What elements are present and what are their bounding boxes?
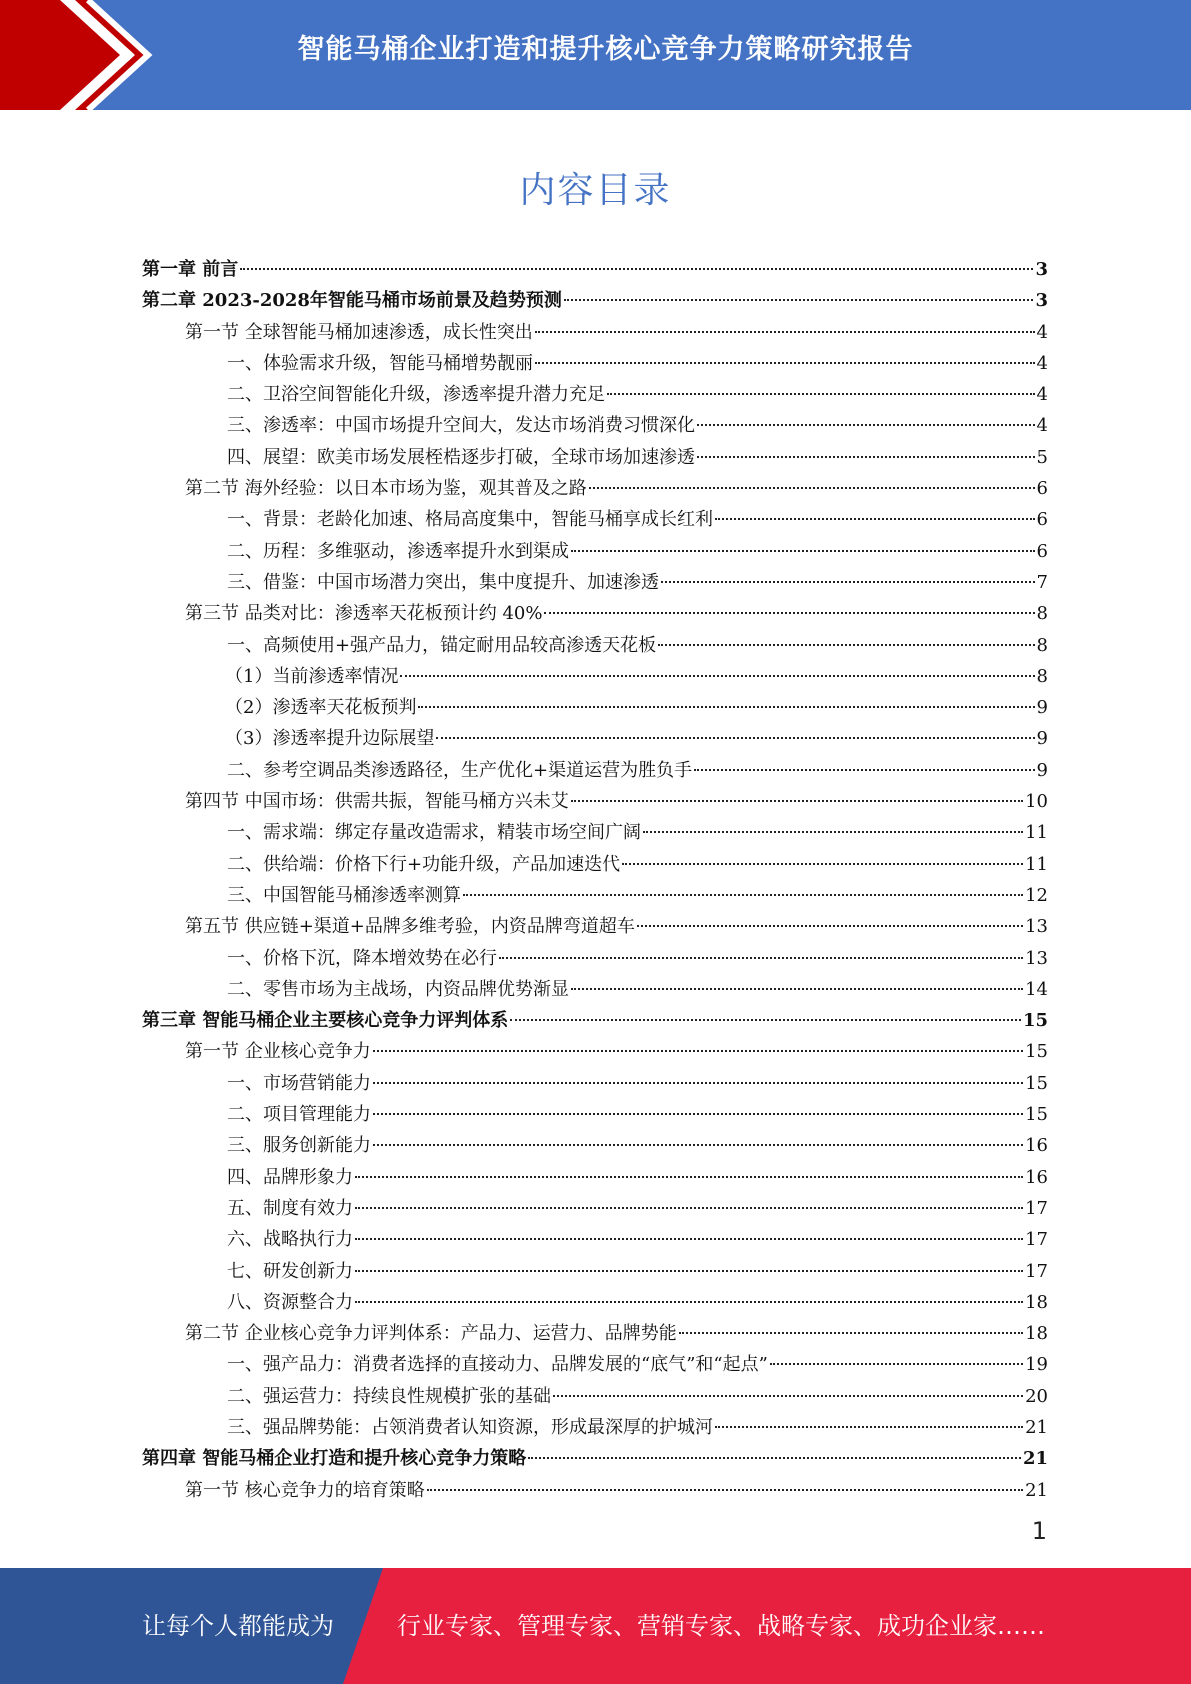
toc-entry-page: 4 xyxy=(1036,384,1048,406)
toc-entry[interactable] xyxy=(142,1349,1048,1380)
toc-entry[interactable] xyxy=(142,974,1048,1005)
toc-entry-page: 11 xyxy=(1025,822,1048,844)
toc-dot-leader xyxy=(240,268,1033,270)
toc-entry[interactable] xyxy=(142,1318,1048,1349)
toc-dot-leader xyxy=(607,393,1035,395)
toc-entry-page: 14 xyxy=(1025,978,1048,1000)
toc-dot-leader xyxy=(355,1238,1023,1240)
toc-entry-page: 18 xyxy=(1025,1291,1048,1313)
toc-entry[interactable] xyxy=(142,473,1048,504)
toc-entry-page: 3 xyxy=(1035,259,1048,280)
toc-entry-page: 15 xyxy=(1025,1072,1048,1094)
toc-entry[interactable] xyxy=(142,692,1048,723)
toc-dot-leader xyxy=(564,299,1034,301)
toc-entry-title: 二、卫浴空间智能化升级，渗透率提升潜力充足 xyxy=(227,384,605,406)
toc-dot-leader xyxy=(355,1270,1023,1272)
toc-entry-title: 一、市场营销能力 xyxy=(227,1072,371,1094)
toc-entry-title: 第一节 核心竞争力的培育策略 xyxy=(185,1479,425,1501)
toc-entry[interactable] xyxy=(142,504,1048,535)
toc-entry[interactable] xyxy=(142,880,1048,911)
toc-dot-leader xyxy=(697,424,1035,426)
toc-entry-title: 三、中国智能马桶渗透率测算 xyxy=(227,884,461,906)
toc-entry-title: 二、供给端：价格下行+功能升级，产品加速迭代 xyxy=(227,853,621,875)
toc-entry-title: 三、服务创新能力 xyxy=(227,1135,371,1157)
toc-entry-title: 一、体验需求升级，智能马桶增势靓丽 xyxy=(227,352,533,374)
toc-entry-page: 21 xyxy=(1022,1448,1048,1470)
toc-dot-leader xyxy=(553,1395,1023,1397)
toc-entry-title: 第四节 中国市场：供需共振，智能马桶方兴未艾 xyxy=(185,791,569,813)
toc-entry-title: 第一节 全球智能马桶加速渗透，成长性突出 xyxy=(185,321,533,343)
toc-entry-page: 18 xyxy=(1025,1323,1048,1345)
toc-dot-leader xyxy=(355,1207,1023,1209)
toc-entry-page: 15 xyxy=(1025,1104,1048,1126)
toc-entry-page: 10 xyxy=(1025,791,1048,813)
toc-entry-title: 一、背景：老龄化加速、格局高度集中，智能马桶享成长红利 xyxy=(227,509,713,531)
toc-entry-title: 三、渗透率：中国市场提升空间大，发达市场消费习惯深化 xyxy=(227,415,695,437)
footer-slogan-left: 让每个人都能成为 xyxy=(142,1612,334,1640)
toc-entry-title: 七、研发创新力 xyxy=(227,1260,353,1282)
toc-entry-page: 12 xyxy=(1025,884,1048,906)
toc-dot-leader xyxy=(436,737,1034,739)
toc-dot-leader xyxy=(622,863,1023,865)
toc-entry-page: 13 xyxy=(1025,947,1048,969)
toc-entry[interactable] xyxy=(142,661,1048,692)
toc-entry[interactable] xyxy=(142,630,1048,661)
toc-entry-title: （3）渗透率提升边际展望 xyxy=(225,728,435,750)
toc-dot-leader xyxy=(463,894,1023,896)
toc-entry-page: 20 xyxy=(1025,1385,1048,1407)
toc-dot-leader xyxy=(658,644,1034,646)
toc-entry-title: 四、展望：欧美市场发展桎梏逐步打破，全球市场加速渗透 xyxy=(227,446,695,468)
toc-entry[interactable] xyxy=(142,598,1048,629)
toc-entry-page: 6 xyxy=(1036,478,1048,500)
toc-entry[interactable] xyxy=(142,723,1048,754)
toc-dot-leader xyxy=(589,487,1035,489)
toc-entry-page: 9 xyxy=(1036,759,1048,781)
toc-dot-leader xyxy=(571,800,1023,802)
toc-dot-leader xyxy=(510,1019,1021,1021)
toc-entry[interactable] xyxy=(142,254,1048,285)
toc-heading: 内容目录 xyxy=(519,170,672,211)
toc-entry-page: 6 xyxy=(1036,509,1048,531)
toc-dot-leader xyxy=(528,1457,1021,1459)
toc-entry-title: （2）渗透率天花板预判 xyxy=(225,697,417,719)
toc-entry-title: 第三章 智能马桶企业主要核心竞争力评判体系 xyxy=(142,1010,509,1032)
table-of-contents xyxy=(142,254,1048,1506)
toc-entry-page: 17 xyxy=(1025,1260,1048,1282)
toc-entry-page: 8 xyxy=(1036,634,1048,656)
toc-dot-leader xyxy=(661,581,1035,583)
toc-entry[interactable] xyxy=(142,317,1048,348)
toc-entry[interactable] xyxy=(142,1287,1048,1318)
toc-dot-leader xyxy=(571,550,1035,552)
toc-entry-title: 六、战略执行力 xyxy=(227,1229,353,1251)
toc-dot-leader xyxy=(373,1050,1023,1052)
toc-entry[interactable] xyxy=(142,1005,1048,1036)
header-banner xyxy=(0,0,1191,110)
toc-entry[interactable] xyxy=(142,755,1048,786)
toc-entry-title: （1）当前渗透率情况 xyxy=(225,665,399,687)
toc-entry[interactable] xyxy=(142,379,1048,410)
toc-entry-title: 四、品牌形象力 xyxy=(227,1166,353,1188)
toc-entry[interactable] xyxy=(142,1130,1048,1161)
toc-entry-page: 19 xyxy=(1025,1354,1048,1376)
toc-entry[interactable] xyxy=(142,410,1048,441)
toc-dot-leader xyxy=(499,957,1023,959)
toc-dot-leader xyxy=(544,612,1034,614)
toc-entry-page: 16 xyxy=(1025,1166,1048,1188)
toc-dot-leader xyxy=(679,1332,1023,1334)
toc-entry-title: 一、价格下沉，降本增效势在必行 xyxy=(227,947,497,969)
page-number: 1 xyxy=(1031,1517,1047,1545)
toc-entry[interactable] xyxy=(142,1443,1048,1474)
toc-entry[interactable] xyxy=(142,567,1048,598)
toc-entry-title: 二、参考空调品类渗透路径，生产优化+渠道运营为胜负手 xyxy=(227,759,693,781)
toc-entry[interactable] xyxy=(142,1193,1048,1224)
toc-entry-title: 八、资源整合力 xyxy=(227,1291,353,1313)
toc-dot-leader xyxy=(355,1176,1023,1178)
toc-entry-page: 17 xyxy=(1025,1229,1048,1251)
toc-entry[interactable] xyxy=(142,911,1048,942)
toc-dot-leader xyxy=(637,925,1023,927)
toc-dot-leader xyxy=(715,518,1035,520)
toc-entry-title: 三、借鉴：中国市场潜力突出，集中度提升、加速渗透 xyxy=(227,571,659,593)
toc-entry-page: 8 xyxy=(1036,665,1048,687)
toc-entry-title: 第四章 智能马桶企业打造和提升核心竞争力策略 xyxy=(142,1448,527,1470)
toc-dot-leader xyxy=(400,675,1034,677)
toc-entry[interactable] xyxy=(142,1099,1048,1130)
toc-entry-page: 5 xyxy=(1036,446,1048,468)
toc-dot-leader xyxy=(373,1113,1023,1115)
toc-entry[interactable] xyxy=(142,943,1048,974)
toc-entry-page: 13 xyxy=(1025,916,1048,938)
toc-dot-leader xyxy=(770,1363,1023,1365)
toc-entry-title: 第一章 前言 xyxy=(142,259,239,280)
toc-entry-title: 一、需求端：绑定存量改造需求，精装市场空间广阔 xyxy=(227,822,641,844)
toc-dot-leader xyxy=(571,988,1023,990)
toc-entry-page: 15 xyxy=(1022,1010,1048,1032)
toc-dot-leader xyxy=(418,706,1034,708)
toc-dot-leader xyxy=(697,456,1035,458)
toc-entry[interactable] xyxy=(142,817,1048,848)
toc-entry-title: 一、高频使用+强产品力，锚定耐用品较高渗透天花板 xyxy=(227,634,657,656)
toc-entry-page: 6 xyxy=(1036,540,1048,562)
toc-entry-title: 第二章 2023-2028年智能马桶市场前景及趋势预测 xyxy=(142,290,562,312)
footer-banner xyxy=(0,1568,1191,1684)
toc-entry[interactable] xyxy=(142,348,1048,379)
toc-dot-leader xyxy=(355,1301,1023,1303)
toc-entry-page: 4 xyxy=(1036,415,1048,437)
toc-entry[interactable] xyxy=(142,1256,1048,1287)
toc-entry-page: 4 xyxy=(1036,321,1048,343)
toc-entry[interactable] xyxy=(142,849,1048,880)
toc-entry-page: 3 xyxy=(1035,290,1048,312)
toc-entry-title: 第一节 企业核心竞争力 xyxy=(185,1041,371,1063)
toc-entry-title: 一、强产品力：消费者选择的直接动力、品牌发展的“底气”和“起点” xyxy=(227,1354,768,1376)
toc-entry[interactable] xyxy=(142,1381,1048,1412)
toc-dot-leader xyxy=(373,1082,1023,1084)
toc-dot-leader xyxy=(373,1144,1023,1146)
toc-entry[interactable] xyxy=(142,285,1048,316)
toc-entry-title: 第三节 品类对比：渗透率天花板预计约 40% xyxy=(185,603,543,625)
toc-entry[interactable] xyxy=(142,1412,1048,1443)
toc-entry-title: 第二节 企业核心竞争力评判体系：产品力、运营力、品牌势能 xyxy=(185,1323,677,1345)
toc-entry-page: 8 xyxy=(1036,603,1048,625)
toc-entry[interactable] xyxy=(142,786,1048,817)
toc-dot-leader xyxy=(694,769,1034,771)
toc-entry-page: 9 xyxy=(1036,697,1048,719)
toc-entry-title: 第五节 供应链+渠道+品牌多维考验，内资品牌弯道超车 xyxy=(185,916,635,938)
toc-entry-title: 二、历程：多维驱动，渗透率提升水到渠成 xyxy=(227,540,569,562)
toc-entry-page: 15 xyxy=(1025,1041,1048,1063)
toc-dot-leader xyxy=(535,362,1035,364)
toc-entry-page: 21 xyxy=(1025,1479,1048,1501)
toc-entry-page: 16 xyxy=(1025,1135,1048,1157)
toc-entry-title: 第二节 海外经验：以日本市场为鉴，观其普及之路 xyxy=(185,478,587,500)
toc-entry-page: 17 xyxy=(1025,1197,1048,1219)
toc-dot-leader xyxy=(643,831,1023,833)
toc-entry[interactable] xyxy=(142,1036,1048,1067)
toc-entry-page: 21 xyxy=(1025,1416,1048,1438)
toc-entry-title: 二、强运营力：持续良性规模扩张的基础 xyxy=(227,1385,551,1407)
toc-entry-page: 9 xyxy=(1036,728,1048,750)
toc-entry[interactable] xyxy=(142,1475,1048,1506)
toc-dot-leader xyxy=(535,331,1035,333)
footer-slogan-right: 行业专家、管理专家、营销专家、战略专家、成功企业家…… xyxy=(397,1612,1045,1640)
toc-dot-leader xyxy=(715,1426,1023,1428)
toc-entry[interactable] xyxy=(142,1224,1048,1255)
toc-entry-page: 4 xyxy=(1036,352,1048,374)
report-title: 智能马桶企业打造和提升核心竞争力策略研究报告 xyxy=(297,34,914,65)
toc-entry[interactable] xyxy=(142,1162,1048,1193)
toc-entry-title: 三、强品牌势能：占领消费者认知资源，形成最深厚的护城河 xyxy=(227,1416,713,1438)
toc-entry-title: 五、制度有效力 xyxy=(227,1197,353,1219)
toc-entry-title: 二、零售市场为主战场，内资品牌优势渐显 xyxy=(227,978,569,1000)
toc-dot-leader xyxy=(427,1489,1023,1491)
toc-entry-title: 二、项目管理能力 xyxy=(227,1104,371,1126)
toc-entry[interactable] xyxy=(142,536,1048,567)
toc-entry-page: 11 xyxy=(1025,853,1048,875)
toc-entry[interactable] xyxy=(142,1068,1048,1099)
toc-entry[interactable] xyxy=(142,442,1048,473)
toc-entry-page: 7 xyxy=(1036,571,1048,593)
